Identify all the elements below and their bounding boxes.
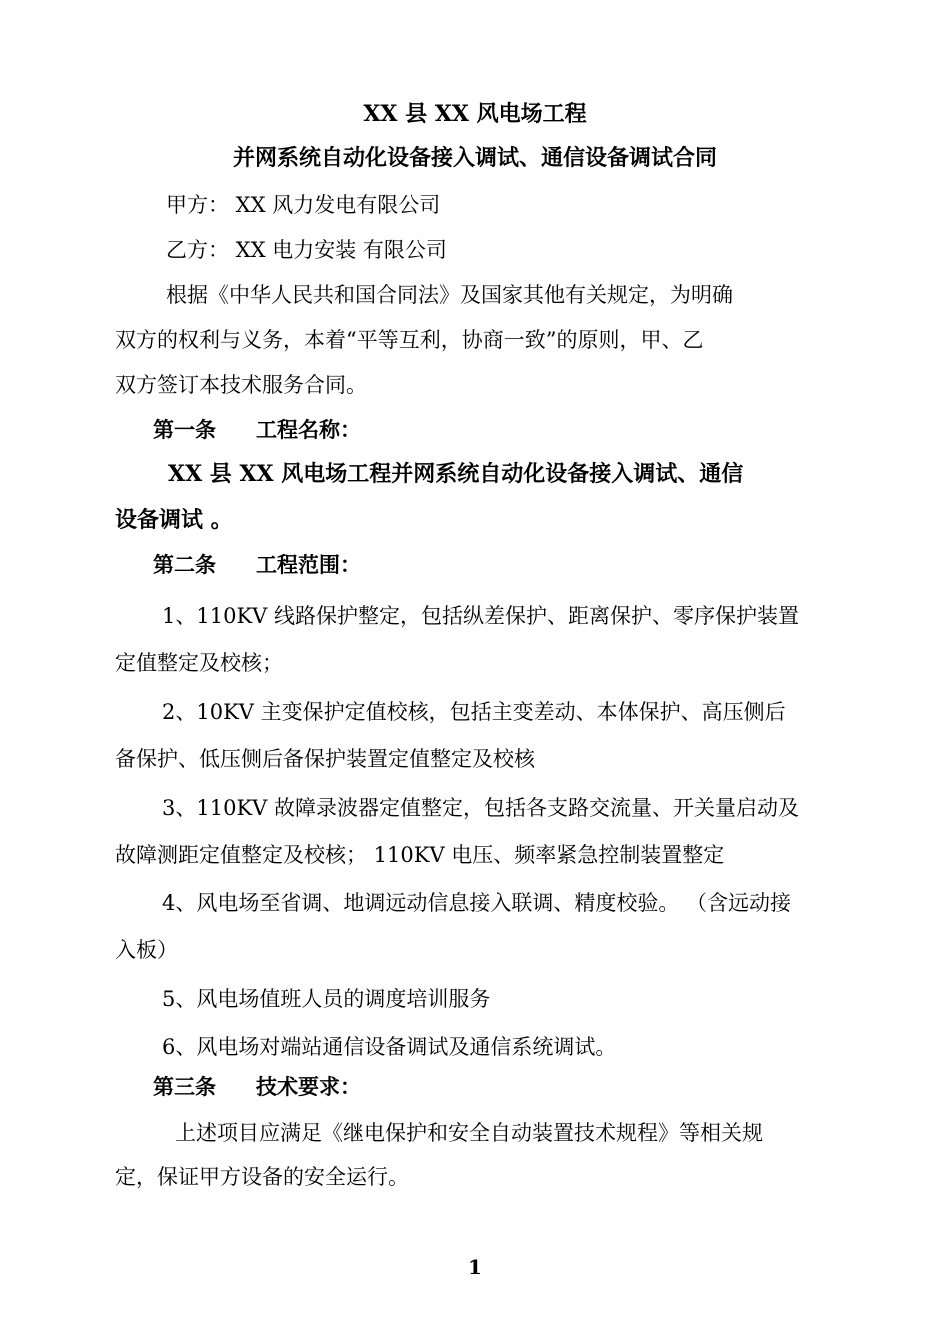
article3-content-line: 上述项目应满足《继电保护和安全自动装置技术规程》等相关规 (175, 1121, 763, 1145)
article1-title: 工程名称： (256, 417, 361, 442)
scope-item-line: 定值整定及校核； (115, 651, 283, 675)
party-b: 乙方： XX 电力安装 有限公司 (166, 238, 447, 262)
scope-item-line: 故障测距定值整定及校核； 110KV 电压、频率紧急控制装置整定 (115, 843, 725, 867)
scope-item-line: 5、风电场值班人员的调度培训服务 (162, 987, 491, 1011)
page-number: 1 (468, 1255, 482, 1279)
party-a: 甲方： XX 风力发电有限公司 (166, 193, 441, 217)
article1-heading (153, 417, 361, 443)
preamble-line: 双方的权利与义务，本着“平等互利，协商一致”的原则，甲、乙 (115, 328, 704, 352)
article2-number: 第二条 (153, 552, 216, 577)
preamble-line: 双方签订本技术服务合同。 (115, 373, 367, 397)
document-title-line1: XX 县 XX 风电场工程 (363, 101, 587, 127)
article1-content-line: XX 县 XX 风电场工程并网系统自动化设备接入调试、通信 (168, 461, 744, 487)
preamble-line: 根据《中华人民共和国合同法》及国家其他有关规定，为明确 (166, 283, 733, 307)
article2-title: 工程范围： (256, 552, 361, 577)
article3-title: 技术要求： (256, 1074, 361, 1099)
article3-number: 第三条 (153, 1074, 216, 1099)
scope-item-line: 1、110KV 线路保护整定，包括纵差保护、距离保护、零序保护装置 (162, 604, 799, 628)
article2-heading (153, 552, 361, 578)
scope-item-line: 6、风电场对端站通信设备调试及通信系统调试。 (162, 1035, 617, 1059)
document-title-line2: 并网系统自动化设备接入调试、通信设备调试合同 (232, 145, 717, 171)
scope-item-line: 备保护、低压侧后备保护装置定值整定及校核 (115, 747, 535, 771)
article1-number: 第一条 (153, 417, 216, 442)
scope-item-line: 入板） (115, 938, 178, 962)
article3-heading (153, 1074, 361, 1100)
scope-item-line: 4、风电场至省调、地调远动信息接入联调、精度校验。 （含远动接 (162, 891, 792, 915)
article3-content-line: 定，保证甲方设备的安全运行。 (115, 1165, 409, 1189)
article1-content-line: 设备调试 。 (115, 507, 233, 533)
scope-item-line: 2、10KV 主变保护定值校核，包括主变差动、本体保护、高压侧后 (162, 700, 786, 724)
scope-item-line: 3、110KV 故障录波器定值整定，包括各支路交流量、开关量启动及 (162, 796, 799, 820)
